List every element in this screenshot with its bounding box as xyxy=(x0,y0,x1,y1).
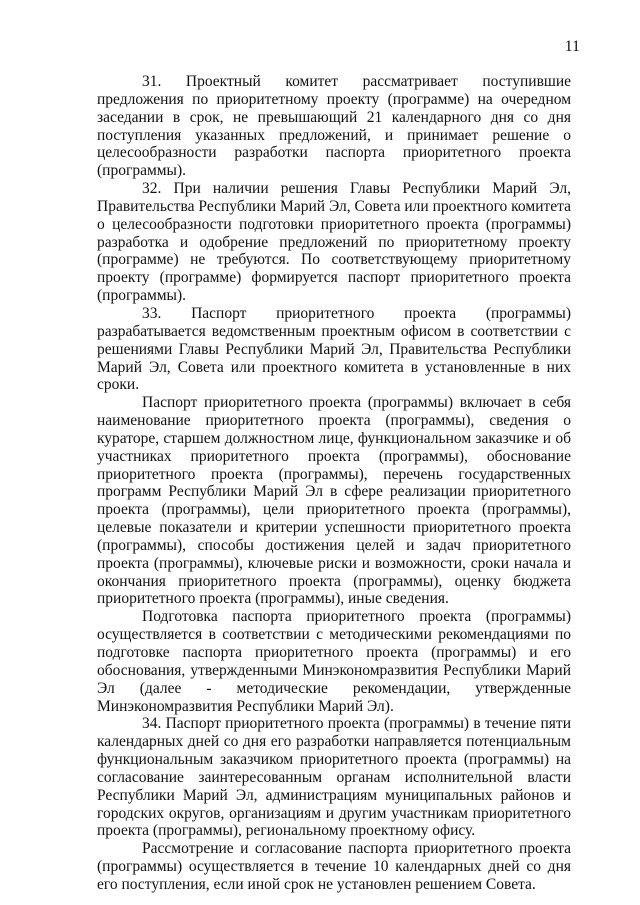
paragraph-passport-contents: Паспорт приоритетного проекта (программы) включает в себя наименование приоритетного проекта (программы), сведения о кураторе, старшем должностном лице, функциональном заказчике и об участниках приоритетного проекта (программы), обоснование приоритетного проекта (программы), перечень государственных программ Республики Марий Эл в сфере реализации приоритетного проекта (программы), цели приоритетного проекта (программы), целевые показатели и критерии успешности приоритетного проекта (программы), способы достижения целей и задач приоритетного проекта (программы), ключевые риски и возможности, сроки начала и окончания приоритетного проекта (программы), оценку бюджета приоритетного проекта (программы), иные сведения. xyxy=(97,394,571,608)
paragraph-passport-preparation: Подготовка паспорта приоритетного проекта (программы) осуществляется в соответствии с методическими рекомендациями по подготовке паспорта приоритетного проекта (программы) и его обоснования, утвержденными Минэкономразвития Республики Марий Эл (далее - методические рекомендации, утвержденные Минэкономразвития Республики Марий Эл). xyxy=(97,608,571,715)
paragraph-34: 34. Паспорт приоритетного проекта (программы) в течение пяти календарных дней со дня его разработки направляется потенциальным функциональным заказчиком приоритетного проекта (программы) на согласование заинтересованным органам исполнительной власти Республики Марий Эл, администрациям муниципальных районов и городских округов, организациям и другим участникам приоритетного проекта (программы), региональному проектному офису. xyxy=(97,715,571,840)
paragraph-review-approval: Рассмотрение и согласование паспорта приоритетного проекта (программы) осуществляется в течение 10 календарных дней со дня его поступления, если иной срок не установлен решением Совета. xyxy=(97,840,571,893)
paragraph-31: 31. Проектный комитет рассматривает поступившие предложения по приоритетному проекту (программе) на очередном заседании в срок, не превышающий 21 календарного дня со дня поступления указанных предложений, и принимает решение о целесообразности разработки паспорта приоритетного проекта (программы). xyxy=(97,73,571,180)
page-number: 11 xyxy=(564,38,580,55)
paragraph-32: 32. При наличии решения Главы Республики Марий Эл, Правительства Республики Марий Эл, Совета или проектного комитета о целесообразности подготовки приоритетного проекта (программы) разработка и одобрение предложений по приоритетному проекту (программе) не требуются. По соответствующему приоритетному проекту (программе) формируется паспорт приоритетного проекта (программы). xyxy=(97,180,571,305)
document-body xyxy=(97,73,571,894)
paragraph-33: 33. Паспорт приоритетного проекта (программы) разрабатывается ведомственным проектным офисом в соответствии с решениями Главы Республики Марий Эл, Правительства Республики Марий Эл, Совета или проектного комитета в установленные в них сроки. xyxy=(97,304,571,394)
